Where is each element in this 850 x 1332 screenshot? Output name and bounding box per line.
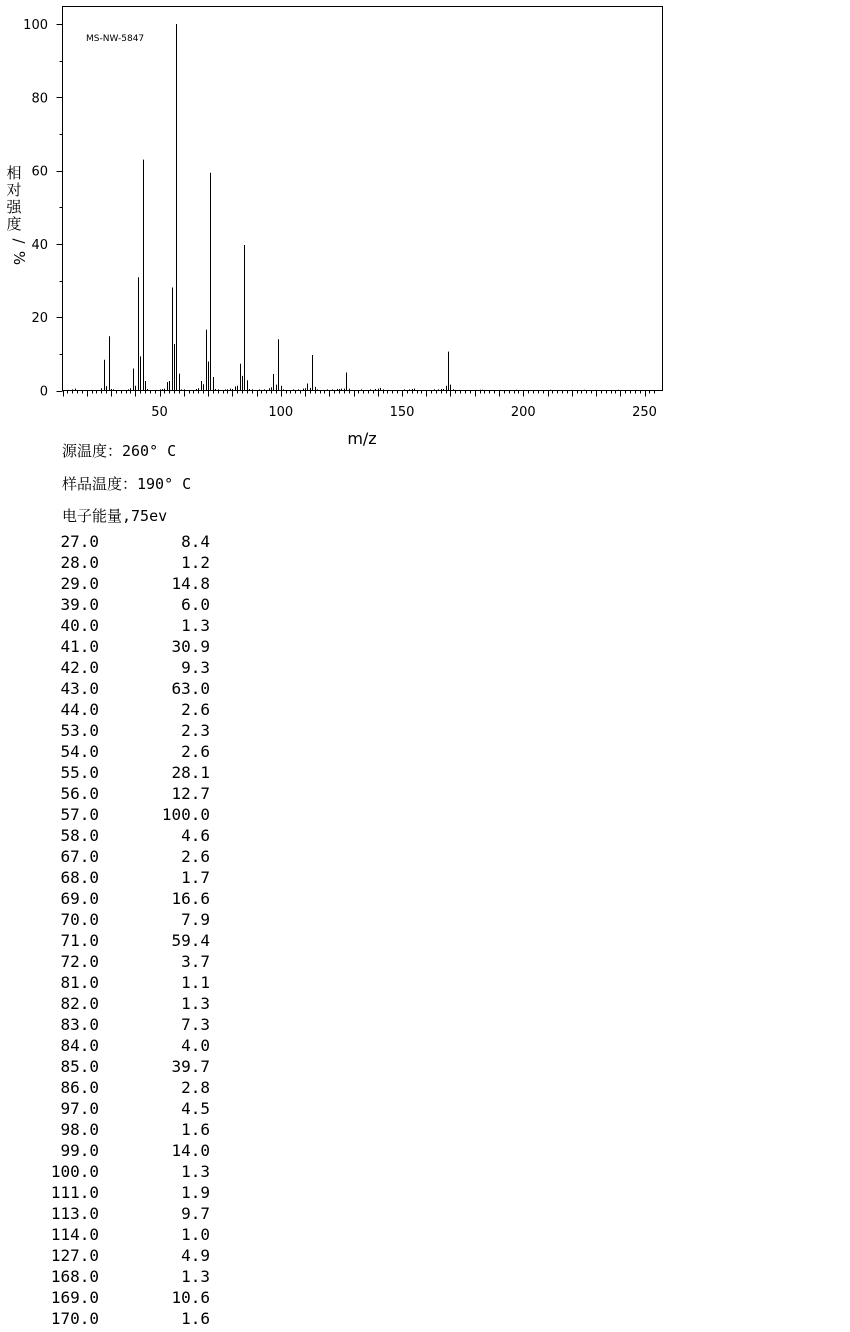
- peak-mz: 113.0: [50, 1204, 99, 1223]
- y-axis-label: [6, 164, 28, 265]
- peak-abundance: 28.1: [171, 763, 210, 782]
- y-axis-label-char: 相: [6, 164, 22, 182]
- x-tick-label: 200: [510, 405, 536, 420]
- peak-mz: 53.0: [60, 721, 99, 740]
- sample-temperature: 样品温度：190° C: [62, 475, 192, 493]
- table-row: [30, 762, 220, 783]
- table-row: [30, 741, 220, 762]
- y-tick-label: 0: [39, 384, 48, 400]
- table-row: [30, 615, 220, 636]
- peak-mz: 114.0: [50, 1225, 99, 1244]
- table-row: [30, 783, 220, 804]
- peak-abundance: 4.6: [181, 826, 210, 845]
- peak-abundance: 4.0: [181, 1036, 210, 1055]
- electron-energy: 电子能量,75ev: [62, 507, 168, 525]
- peak-abundance: 1.3: [181, 1162, 210, 1181]
- table-row: [30, 699, 220, 720]
- table-row: [30, 909, 220, 930]
- spectrum-peaks: [73, 24, 619, 391]
- peak-mz: 70.0: [60, 910, 99, 929]
- peak-abundance: 2.6: [181, 847, 210, 866]
- y-tick-label: 80: [31, 91, 48, 107]
- peak-mz: 85.0: [60, 1057, 99, 1076]
- peak-abundance: 1.9: [181, 1183, 210, 1202]
- peak-mz: 127.0: [50, 1246, 99, 1265]
- mass-spectrum-chart: [0, 0, 850, 455]
- y-tick-label: 100: [23, 18, 48, 33]
- peak-abundance: 14.8: [171, 574, 210, 593]
- peak-mz: 83.0: [60, 1015, 99, 1034]
- plot-frame: [63, 7, 663, 391]
- peak-mz: 69.0: [60, 889, 99, 908]
- peak-abundance: 3.7: [181, 952, 210, 971]
- peak-mz: 86.0: [60, 1078, 99, 1097]
- table-row: [30, 1056, 220, 1077]
- peak-mz: 170.0: [50, 1309, 99, 1328]
- peak-abundance: 1.2: [181, 553, 210, 572]
- peak-abundance: 1.3: [181, 994, 210, 1013]
- table-row: [30, 1308, 220, 1329]
- peak-mz: 100.0: [50, 1162, 99, 1181]
- peak-mz: 41.0: [60, 637, 99, 656]
- y-tick-label: 40: [31, 237, 48, 253]
- peak-mz: 168.0: [50, 1267, 99, 1286]
- table-row: [30, 804, 220, 825]
- peak-mz: 43.0: [60, 679, 99, 698]
- peak-abundance: 9.7: [181, 1204, 210, 1223]
- table-row: [30, 1287, 220, 1308]
- peak-abundance: 1.7: [181, 868, 210, 887]
- peak-abundance: 1.0: [181, 1225, 210, 1244]
- table-row: [30, 867, 220, 888]
- peak-abundance: 39.7: [171, 1057, 210, 1076]
- peak-mz: 81.0: [60, 973, 99, 992]
- peak-mz: 56.0: [60, 784, 99, 803]
- peak-mz: 29.0: [60, 574, 99, 593]
- peak-mz: 98.0: [60, 1120, 99, 1139]
- peak-mz: 99.0: [60, 1141, 99, 1160]
- peak-table: [30, 531, 220, 1329]
- table-row: [30, 594, 220, 615]
- peak-mz: 27.0: [60, 532, 99, 551]
- table-row: [30, 720, 220, 741]
- table-row: [30, 951, 220, 972]
- peak-mz: 54.0: [60, 742, 99, 761]
- peak-abundance: 2.6: [181, 700, 210, 719]
- peak-abundance: 4.5: [181, 1099, 210, 1118]
- peak-abundance: 2.3: [181, 721, 210, 740]
- peak-mz: 57.0: [60, 805, 99, 824]
- peak-mz: 40.0: [60, 616, 99, 635]
- y-axis-label-char: %: [10, 250, 28, 266]
- peak-abundance: 16.6: [171, 889, 210, 908]
- y-tick-label: 60: [31, 164, 48, 180]
- y-axis-label-char: 度: [6, 215, 22, 233]
- table-row: [30, 1203, 220, 1224]
- x-tick-label: 250: [632, 405, 657, 420]
- peak-abundance: 1.3: [181, 1267, 210, 1286]
- peak-abundance: 8.4: [181, 532, 210, 551]
- peak-mz: 68.0: [60, 868, 99, 887]
- peak-abundance: 1.3: [181, 616, 210, 635]
- table-row: [30, 1224, 220, 1245]
- axis-ticks: [57, 25, 655, 397]
- peak-abundance: 100.0: [161, 805, 210, 824]
- peak-abundance: 10.6: [171, 1288, 210, 1307]
- y-tick-label: 20: [31, 311, 48, 327]
- table-row: [30, 1161, 220, 1182]
- table-row: [30, 531, 220, 552]
- table-row: [30, 993, 220, 1014]
- table-row: [30, 636, 220, 657]
- peak-abundance: 30.9: [171, 637, 210, 656]
- table-row: [30, 1119, 220, 1140]
- peak-mz: 111.0: [50, 1183, 99, 1202]
- peak-mz: 28.0: [60, 553, 99, 572]
- peak-mz: 58.0: [60, 826, 99, 845]
- peak-abundance: 14.0: [171, 1141, 210, 1160]
- peak-mz: 55.0: [60, 763, 99, 782]
- peak-abundance: 59.4: [171, 931, 210, 950]
- peak-abundance: 1.1: [181, 973, 210, 992]
- peak-abundance: 1.6: [181, 1120, 210, 1139]
- peak-mz: 84.0: [60, 1036, 99, 1055]
- sample-code-label: MS-NW-5847: [86, 34, 145, 44]
- y-tick-labels: [23, 18, 48, 400]
- table-row: [30, 1182, 220, 1203]
- table-row: [30, 657, 220, 678]
- y-axis-label-char: /: [10, 238, 28, 244]
- x-axis-label: m/z: [347, 429, 377, 448]
- peak-mz: 67.0: [60, 847, 99, 866]
- table-row: [30, 573, 220, 594]
- peak-abundance: 2.6: [181, 742, 210, 761]
- table-row: [30, 846, 220, 867]
- peak-abundance: 9.3: [181, 658, 210, 677]
- peak-abundance: 1.6: [181, 1309, 210, 1328]
- peak-mz: 97.0: [60, 1099, 99, 1118]
- x-tick-label: 100: [268, 405, 294, 420]
- table-row: [30, 825, 220, 846]
- table-row: [30, 1077, 220, 1098]
- peak-abundance: 4.9: [181, 1246, 210, 1265]
- x-tick-labels: [151, 405, 657, 420]
- table-row: [30, 678, 220, 699]
- peak-mz: 169.0: [50, 1288, 99, 1307]
- peak-abundance: 6.0: [181, 595, 210, 614]
- table-row: [30, 930, 220, 951]
- table-row: [30, 972, 220, 993]
- table-row: [30, 1014, 220, 1035]
- table-row: [30, 1266, 220, 1287]
- table-row: [30, 552, 220, 573]
- peak-mz: 82.0: [60, 994, 99, 1013]
- source-temperature: 源温度：260° C: [62, 442, 177, 460]
- x-tick-label: 150: [389, 405, 415, 420]
- peak-mz: 39.0: [60, 595, 99, 614]
- x-tick-label: 50: [151, 405, 168, 420]
- y-axis-label-char: 强: [6, 198, 22, 216]
- peak-mz: 42.0: [60, 658, 99, 677]
- peak-abundance: 7.9: [181, 910, 210, 929]
- table-row: [30, 888, 220, 909]
- peak-abundance: 7.3: [181, 1015, 210, 1034]
- table-row: [30, 1035, 220, 1056]
- peak-abundance: 63.0: [171, 679, 210, 698]
- peak-abundance: 2.8: [181, 1078, 210, 1097]
- peak-mz: 72.0: [60, 952, 99, 971]
- table-row: [30, 1140, 220, 1161]
- table-row: [30, 1098, 220, 1119]
- y-axis-label-char: 对: [6, 181, 22, 199]
- peak-mz: 71.0: [60, 931, 99, 950]
- table-row: [30, 1245, 220, 1266]
- peak-mz: 44.0: [60, 700, 99, 719]
- peak-abundance: 12.7: [171, 784, 210, 803]
